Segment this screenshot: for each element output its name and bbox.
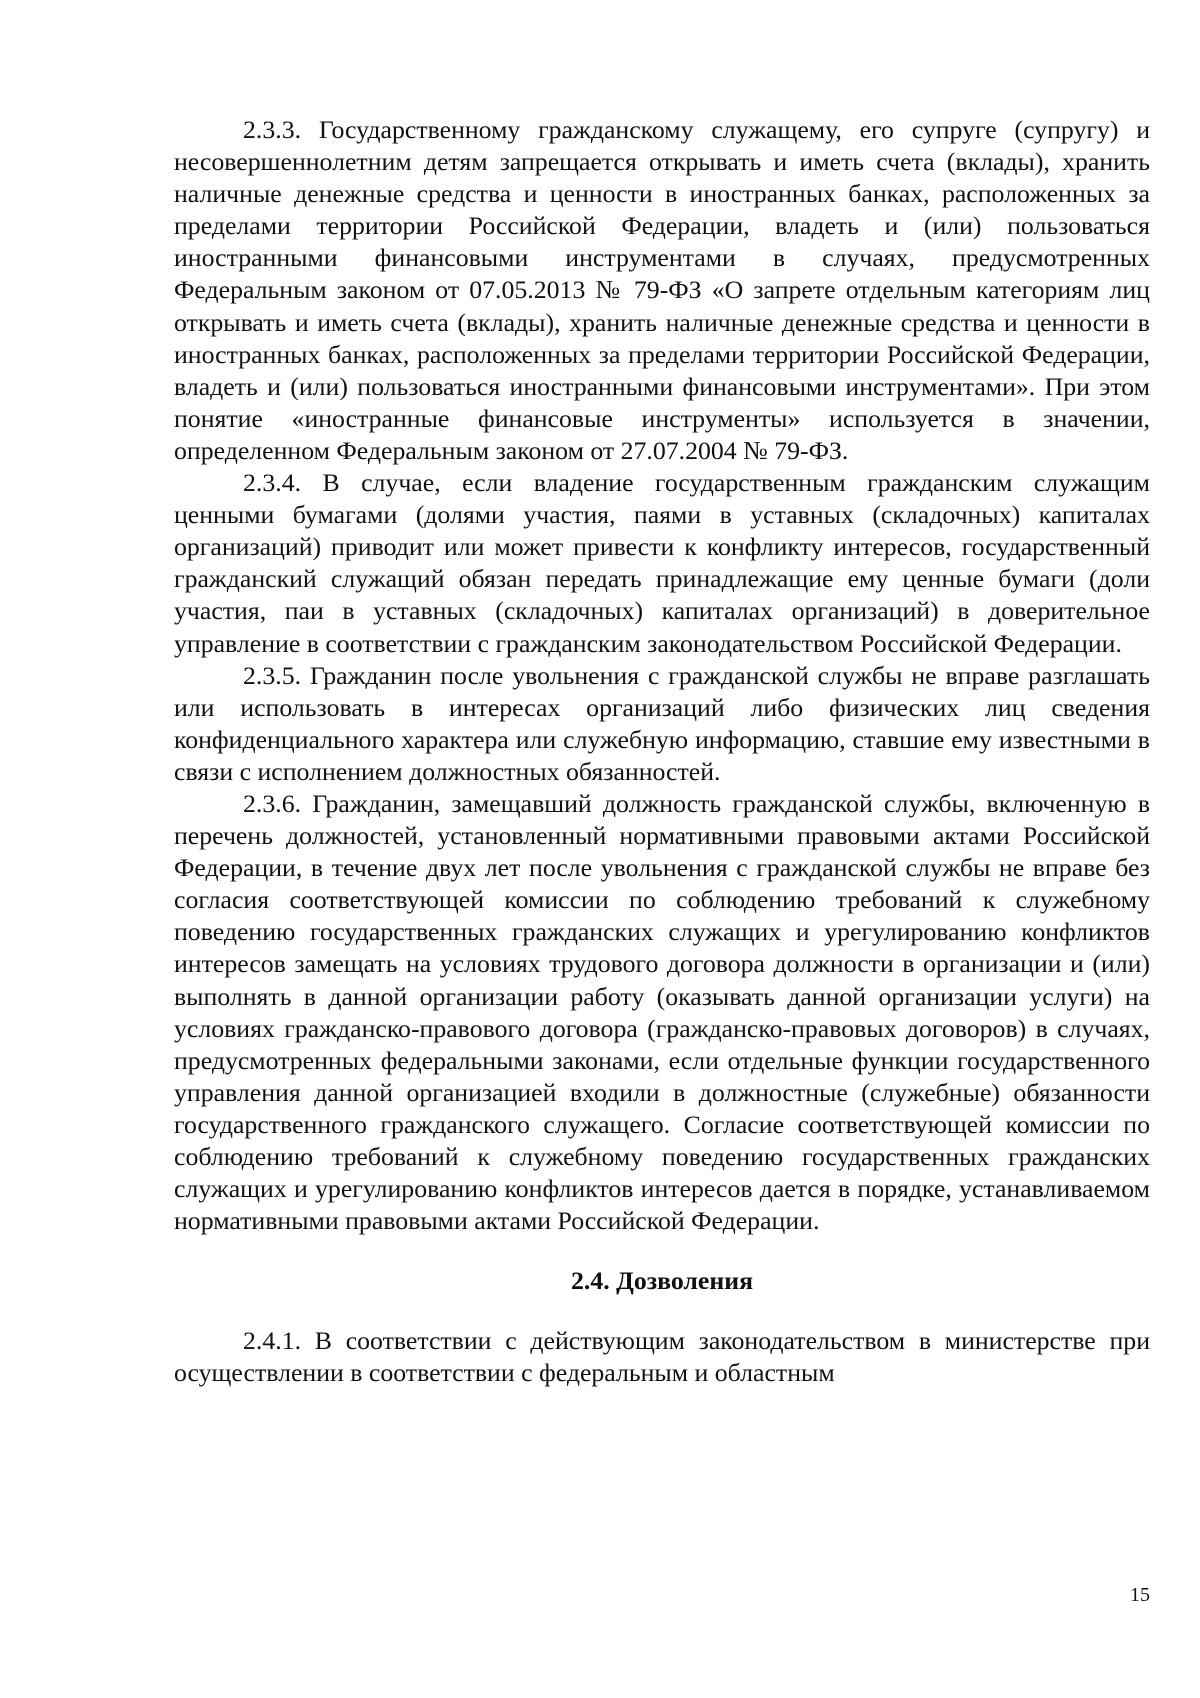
paragraph-2-3-6: 2.3.6. Гражданин, замещавший должность гражданской службы, включенную в перечень должностей, установленный нормативными правовыми актами Российской Федерации, в течение двух лет после увольнения с гражданской службы не вправе без согласия соответствующей комиссии по соблюдению требований к служебному поведению государственных гражданских служащих и урегулированию конфликтов интересов замещать на условиях трудового договора должности в организации и (или) выполнять в данной организации работу (оказывать данной организации услуги) на условиях гражданско-правового договора (гражданско-правовых договоров) в случаях, предусмотренных федеральными законами, если отдельные функции государственного управления данной организацией входили в должностные (служебные) обязанности государственного гражданского служащего. Согласие соответствующей комиссии по соблюдению требований к служебному поведению государственных гражданских служащих и урегулированию конфликтов интересов дается в порядке, устанавливаемом нормативными правовыми актами Российской Федерации. (174, 788, 1150, 1236)
paragraph-2-3-4: 2.3.4. В случае, если владение государственным гражданским служащим ценными бумагами (долями участия, паями в уставных (складочных) капиталах организаций) приводит или может привести к конфликту интересов, государственный гражданский служащий обязан передать принадлежащие ему ценные бумаги (доли участия, паи в уставных (складочных) капиталах организаций) в доверительное управление в соответствии с гражданским законодательством Российской Федерации. (174, 468, 1150, 658)
paragraph-2-3-3: 2.3.3. Государственному гражданскому служащему, его супруге (супругу) и несовершеннолетним детям запрещается открывать и иметь счета (вклады), хранить наличные денежные средства и ценности в иностранных банках, расположенных за пределами территории Российской Федерации, владеть и (или) пользоваться иностранными финансовыми инструментами в случаях, предусмотренных Федеральным законом от 07.05.2013 № 79-ФЗ «О запрете отдельным категориям лиц открывать и иметь счета (вклады), хранить наличные денежные средства и ценности в иностранных банках, расположенных за пределами территории Российской Федерации, владеть и (или) пользоваться иностранными финансовыми инструментами». При этом понятие «иностранные финансовые инструменты» используется в значении, определенном Федеральным законом от 27.07.2004 № 79-ФЗ. (174, 115, 1150, 465)
page-number: 15 (1130, 1584, 1150, 1606)
section-heading: 2.4. Дозволения (570, 1266, 754, 1296)
paragraph-2-3-5: 2.3.5. Гражданин после увольнения с гражданской службы не вправе разглашать или использовать в интересах организаций либо физических лиц сведения конфиденциального характера или служебную информацию, ставшие ему известными в связи с исполнением должностных обязанностей. (174, 660, 1150, 786)
document-body (174, 114, 1150, 1390)
paragraph-2-4-1: 2.4.1. В соответствии с действующим законодательством в министерстве при осуществлении в соответствии с федеральным и областным (174, 1326, 1150, 1388)
